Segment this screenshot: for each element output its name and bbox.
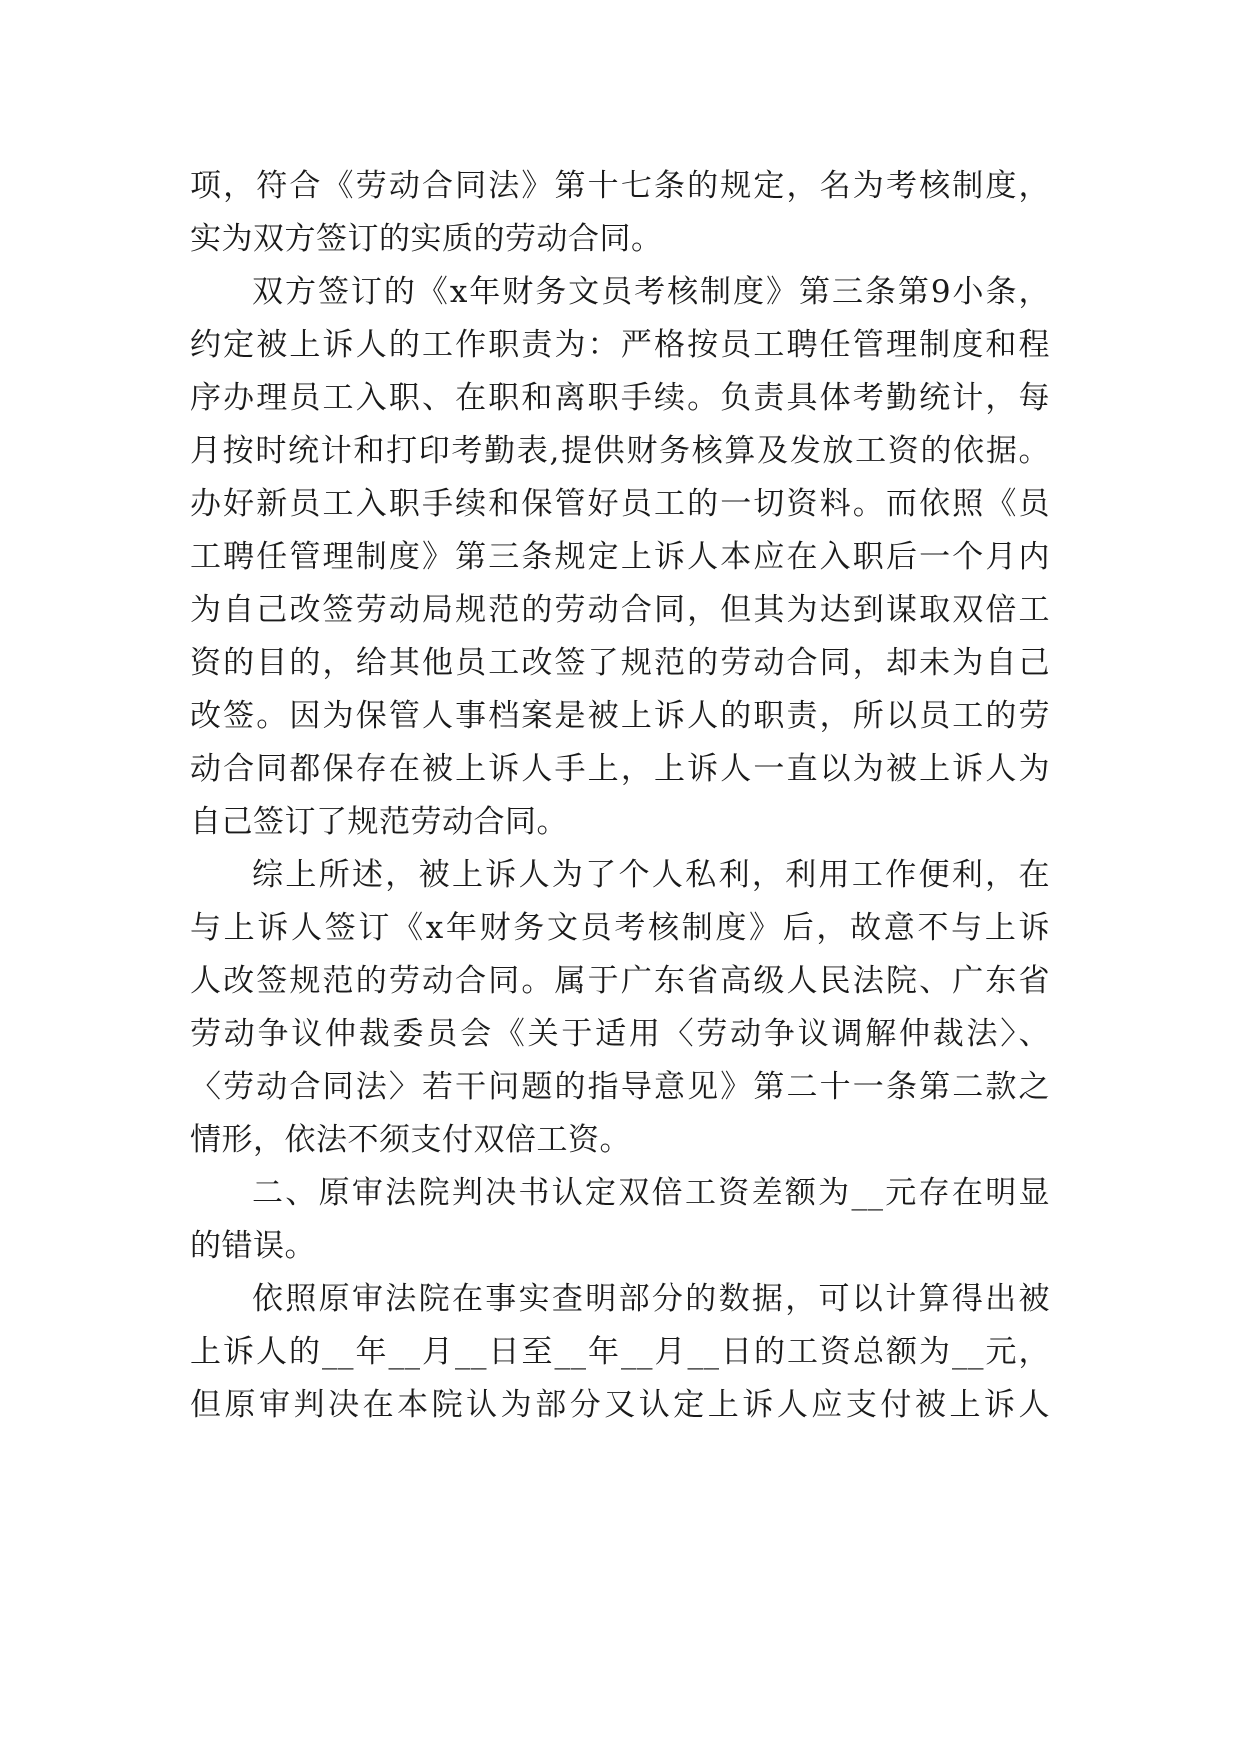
section-heading-line: 的错误。	[190, 1228, 316, 1264]
text-line: 为自己改签劳动局规范的劳动合同，但其为达到谋取双倍工	[190, 592, 1050, 628]
text-line: 动合同都保存在被上诉人手上，上诉人一直以为被上诉人为	[190, 751, 1050, 787]
text-line: 人改签规范的劳动合同。属于广东省高级人民法院、广东省	[190, 963, 1050, 999]
text-line: 约定被上诉人的工作职责为：严格按员工聘任管理制度和程	[190, 327, 1050, 363]
text-line: 月按时统计和打印考勤表,提供财务核算及发放工资的依据。	[190, 433, 1050, 469]
text-line: 劳动争议仲裁委员会《关于适用〈劳动争议调解仲裁法〉、	[190, 1016, 1050, 1052]
text-line: 自己签订了规范劳动合同。	[190, 804, 568, 840]
text-line: 上诉人的__年__月__日至__年__月__日的工资总额为__元，	[190, 1334, 1050, 1370]
text-line: 办好新员工入职手续和保管好员工的一切资料。而依照《员	[190, 486, 1050, 522]
text-line: 实为双方签订的实质的劳动合同。	[190, 221, 663, 257]
text-line: 改签。因为保管人事档案是被上诉人的职责，所以员工的劳	[190, 698, 1050, 734]
text-line: 但原审判决在本院认为部分又认定上诉人应支付被上诉人	[190, 1387, 1050, 1423]
text-line: 综上所述，被上诉人为了个人私利，利用工作便利，在	[252, 857, 1050, 893]
document-body	[190, 160, 1050, 1432]
text-line: 工聘任管理制度》第三条规定上诉人本应在入职后一个月内	[190, 539, 1050, 575]
section-heading-line: 二、原审法院判决书认定双倍工资差额为__元存在明显	[252, 1175, 1050, 1211]
text-line: 与上诉人签订《x年财务文员考核制度》后，故意不与上诉	[190, 910, 1050, 946]
text-line: 情形，依法不须支付双倍工资。	[190, 1122, 631, 1158]
text-line: 序办理员工入职、在职和离职手续。负责具体考勤统计，每	[190, 380, 1050, 416]
text-line: 依照原审法院在事实查明部分的数据，可以计算得出被	[252, 1281, 1050, 1317]
text-line: 双方签订的《x年财务文员考核制度》第三条第9小条，	[252, 274, 1050, 310]
text-line: 资的目的，给其他员工改签了规范的劳动合同，却未为自己	[190, 645, 1050, 681]
text-line: 〈劳动合同法〉若干问题的指导意见》第二十一条第二款之	[190, 1069, 1050, 1105]
text-line: 项，符合《劳动合同法》第十七条的规定，名为考核制度，	[190, 168, 1050, 204]
